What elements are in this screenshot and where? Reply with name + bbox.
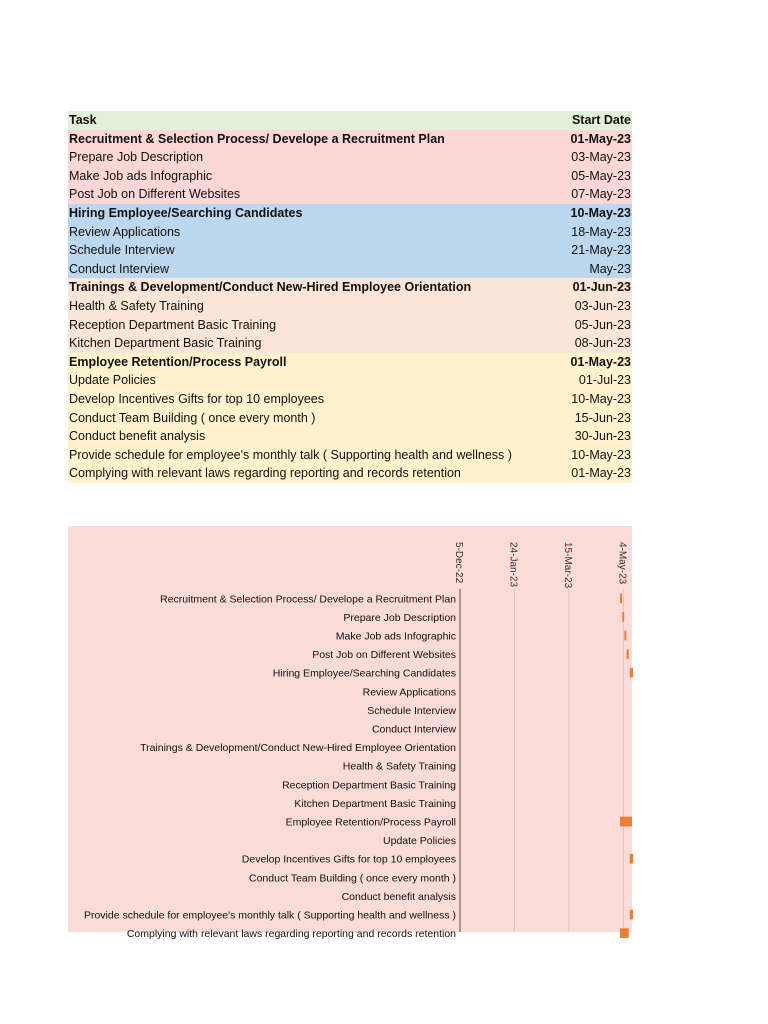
start-date-cell: 15-Jun-23: [574, 410, 631, 425]
table-row: [68, 297, 632, 316]
task-name-cell: Prepare Job Description: [69, 150, 204, 165]
task-name-cell: Review Applications: [69, 224, 181, 239]
gantt-bar: [630, 854, 633, 864]
gantt-bar: [624, 631, 626, 641]
table-row: [68, 278, 632, 297]
task-name-cell: Employee Retention/Process Payroll: [69, 354, 287, 369]
task-name-cell: Recruitment & Selection Process/ Develope a Recruitment Plan: [69, 131, 445, 146]
table-row: [68, 353, 632, 372]
task-name-cell: Update Policies: [69, 373, 156, 388]
category-label: Conduct Team Building ( once every month ): [249, 872, 456, 885]
start-date-cell: 05-Jun-23: [574, 317, 631, 332]
start-date-cell: 01-Jun-23: [572, 280, 631, 295]
task-name-cell: Kitchen Department Basic Training: [69, 336, 262, 351]
start-date-cell: 01-May-23: [571, 466, 631, 481]
category-label: Post Job on Different Websites: [312, 649, 456, 662]
category-label: Health & Safety Training: [342, 760, 456, 773]
category-label: Complying with relevant laws regarding reporting and records retention: [126, 928, 456, 941]
gantt-bar: [620, 928, 629, 938]
table-row: [68, 130, 632, 149]
table-row: [68, 260, 632, 279]
task-name-cell: Health & Safety Training: [69, 298, 204, 313]
gantt-bar: [620, 594, 622, 604]
x-tick-label: 5-Dec-22: [453, 542, 464, 584]
category-label: Reception Department Basic Training: [282, 779, 456, 792]
table-row: [68, 204, 632, 223]
table-row: [68, 427, 632, 446]
header-start-date: Start Date: [571, 113, 631, 127]
table-row: [68, 316, 632, 335]
gantt-bar: [630, 910, 633, 920]
table-row: [68, 446, 632, 465]
start-date-cell: 01-Jul-23: [578, 373, 631, 388]
start-date-cell: 05-May-23: [571, 168, 631, 183]
category-label: Conduct Interview: [371, 723, 456, 736]
task-name-cell: Reception Department Basic Training: [69, 317, 277, 332]
gantt-svg: [68, 526, 632, 941]
task-name-cell: Complying with relevant laws regarding reporting and records retention: [69, 466, 461, 481]
category-label: Conduct benefit analysis: [341, 890, 456, 903]
start-date-cell: 10-May-23: [571, 391, 631, 406]
table-row: [68, 167, 632, 186]
table-row: [68, 409, 632, 428]
task-name-cell: Conduct Team Building ( once every month ): [69, 410, 316, 425]
start-date-cell: 10-May-23: [571, 447, 631, 462]
category-label: Recruitment & Selection Process/ Develope a Recruitment Plan: [160, 593, 456, 606]
start-date-cell: 10-May-23: [570, 205, 631, 220]
task-name-cell: Schedule Interview: [69, 243, 175, 258]
task-name-cell: Conduct Interview: [69, 261, 170, 276]
header-task: Task: [69, 113, 97, 127]
table-row: [68, 148, 632, 167]
task-name-cell: Hiring Employee/Searching Candidates: [69, 205, 303, 220]
start-date-cell: 03-Jun-23: [574, 298, 631, 313]
table-header-row: [68, 111, 632, 130]
start-date-cell: 08-Jun-23: [574, 336, 631, 351]
category-label: Kitchen Department Basic Training: [294, 797, 456, 810]
start-date-cell: May-23: [589, 261, 631, 276]
table-row: [68, 464, 632, 483]
table-row: [68, 334, 632, 353]
category-label: Trainings & Development/Conduct New-Hired Employee Orientation: [140, 742, 456, 755]
table-row: [68, 185, 632, 204]
category-label: Develop Incentives Gifts for top 10 employees: [241, 853, 456, 866]
table-body: [68, 130, 632, 483]
category-label: Schedule Interview: [367, 704, 456, 717]
task-name-cell: Provide schedule for employee's monthly talk ( Supporting health and wellness ): [69, 447, 512, 462]
task-name-cell: Conduct benefit analysis: [69, 429, 206, 444]
gantt-bar: [630, 668, 633, 678]
task-name-cell: Make Job ads Infographic: [69, 168, 213, 183]
start-date-cell: 01-May-23: [570, 131, 631, 146]
category-label: Prepare Job Description: [343, 611, 456, 624]
start-date-cell: 01-May-23: [570, 354, 631, 369]
category-label: Update Policies: [383, 835, 456, 848]
gantt-bar: [622, 612, 624, 622]
table-row: [68, 241, 632, 260]
task-name-cell: Post Job on Different Websites: [69, 187, 241, 202]
category-label: Provide schedule for employee's monthly talk ( Supporting health and wellness ): [83, 909, 456, 922]
start-date-cell: 07-May-23: [571, 187, 631, 202]
gantt-chart: [68, 526, 632, 941]
x-tick-label: 24-Jan-23: [507, 542, 519, 588]
task-table: [68, 111, 632, 483]
task-name-cell: Trainings & Development/Conduct New-Hired Employee Orientation: [69, 280, 472, 295]
task-name-cell: Develop Incentives Gifts for top 10 employees: [69, 391, 324, 406]
category-label: Hiring Employee/Searching Candidates: [272, 667, 456, 680]
table-row: [68, 371, 632, 390]
start-date-cell: 03-May-23: [571, 150, 631, 165]
x-tick-label: 15-Mar-23: [561, 542, 573, 589]
start-date-cell: 21-May-23: [571, 243, 631, 258]
table-row: [68, 223, 632, 242]
start-date-cell: 18-May-23: [571, 224, 631, 239]
start-date-cell: 30-Jun-23: [574, 429, 631, 444]
table-row: [68, 390, 632, 409]
category-label: Employee Retention/Process Payroll: [285, 816, 456, 829]
gantt-bar: [620, 817, 632, 827]
gantt-bar: [627, 649, 629, 659]
category-label: Make Job ads Infographic: [335, 630, 456, 643]
category-label: Review Applications: [362, 686, 456, 699]
x-tick-label: 4-May-23: [616, 542, 628, 585]
